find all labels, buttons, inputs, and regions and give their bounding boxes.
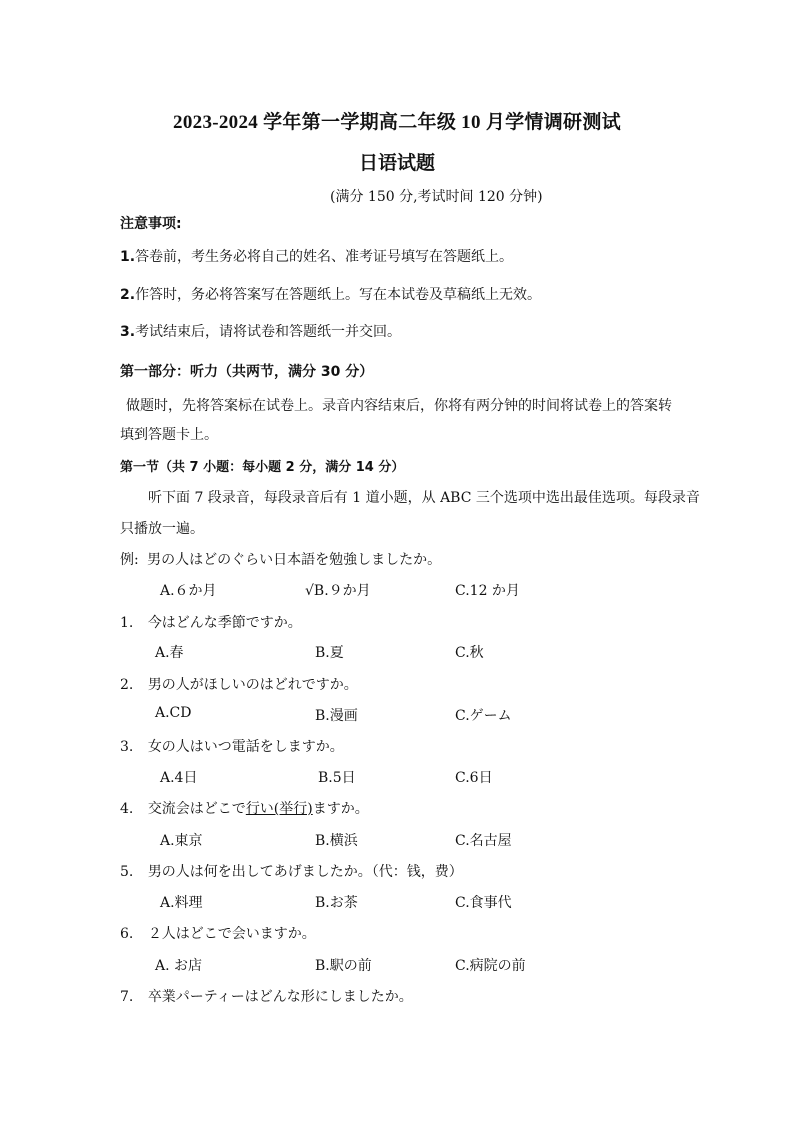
question-text: 男の人がほしいのはどれですか。 [147, 677, 358, 693]
question-text: 交流会はどこで [147, 801, 246, 817]
notice-item-number: 1. [120, 249, 136, 265]
question-4 [120, 798, 369, 818]
notice-item [120, 284, 541, 304]
question-option: B.夏 [315, 645, 344, 661]
question-option: A.料理 [160, 895, 203, 911]
question-number: 2. [120, 677, 134, 693]
example-question: 男の人はどのぐらい日本語を勉強しましたか。 [147, 552, 442, 568]
question-option: C.病院の前 [455, 958, 526, 974]
notice-item-number: 3. [120, 324, 136, 340]
question-option: B.5日 [318, 770, 356, 786]
example-option: √B.９か月 [305, 583, 371, 599]
example-label: 例: [120, 552, 139, 568]
question-text: ますか。 [312, 801, 369, 817]
question-6 [120, 923, 316, 943]
section1-instruction-line2: 只播放一遍。 [120, 521, 204, 537]
question-text: 卒業パーティーはどんな形にしましたか。 [147, 989, 413, 1005]
question-text: 男の人は何を出してあげましたか。（代：钱，费） [147, 864, 463, 880]
notice-item-text: 考试结束后，请将试卷和答题纸一并交回。 [135, 324, 402, 340]
question-number: 4. [120, 801, 134, 817]
question-3 [120, 736, 344, 756]
question-number: 7. [120, 989, 134, 1005]
question-option: C.秋 [455, 645, 484, 661]
question-option: C.6日 [455, 770, 493, 786]
question-option: A.4日 [160, 770, 198, 786]
question-option: B.駅の前 [315, 958, 372, 974]
question-number: 1. [120, 615, 134, 631]
notice-item [120, 321, 401, 341]
question-5 [120, 861, 463, 881]
notice-item-text: 答卷前，考生务必将自己的姓名、准考证号填写在答题纸上。 [135, 249, 514, 265]
question-option: A. お店 [155, 958, 203, 974]
notice-item [120, 246, 513, 266]
exam-title: 2023-2024 学年第一学期高二年级 10 月学情调研测试 [173, 112, 621, 133]
question-option: A.東京 [160, 833, 203, 849]
question-option: C.名古屋 [455, 833, 512, 849]
part1-intro-line1: 做题时，先将答案标在试卷上。录音内容结束后，你将有两分钟的时间将试卷上的答案转 [126, 398, 672, 414]
question-1 [120, 612, 302, 632]
section1-heading: 第一节（共 7 小题：每小题 2 分，满分 14 分） [120, 460, 405, 475]
question-option: B.横浜 [315, 833, 358, 849]
example-row [120, 549, 441, 569]
notice-item-number: 2. [120, 287, 136, 303]
question-number: 6. [120, 926, 134, 942]
question-option: B.お茶 [315, 895, 358, 911]
question-number: 5. [120, 864, 134, 880]
exam-subject: 日语试题 [358, 152, 435, 174]
section1-instruction-line1: 听下面 7 段录音，每段录音后有 1 道小题，从 ABC 三个选项中选出最佳选项。每段录音 [148, 490, 700, 506]
score-note: (满分 150 分,考试时间 120 分钟) [330, 189, 543, 205]
example-option: A.６か月 [160, 583, 217, 599]
question-text: ２人はどこで会いますか。 [147, 926, 316, 942]
question-2 [120, 674, 358, 694]
question-option: C.食事代 [455, 895, 512, 911]
question-text: 女の人はいつ電話をしますか。 [147, 739, 344, 755]
part1-intro-line2: 填到答题卡上。 [120, 427, 218, 443]
question-option: B.漫画 [315, 708, 358, 724]
question-text-underlined: 行い(举行) [245, 801, 313, 817]
question-option: C.ゲーム [455, 708, 512, 724]
example-option: C.12 か月 [455, 583, 520, 599]
question-option: A.CD [155, 705, 192, 721]
notice-item-text: 作答时，务必将答案写在答题纸上。写在本试卷及草稿纸上无效。 [135, 287, 542, 303]
question-text: 今はどんな季節ですか。 [147, 615, 302, 631]
question-option: A.春 [155, 645, 184, 661]
question-number: 3. [120, 739, 134, 755]
part1-heading: 第一部分：听力（共两节，满分 30 分） [120, 364, 374, 380]
notice-heading: 注意事项: [120, 216, 182, 232]
question-7 [120, 986, 413, 1006]
